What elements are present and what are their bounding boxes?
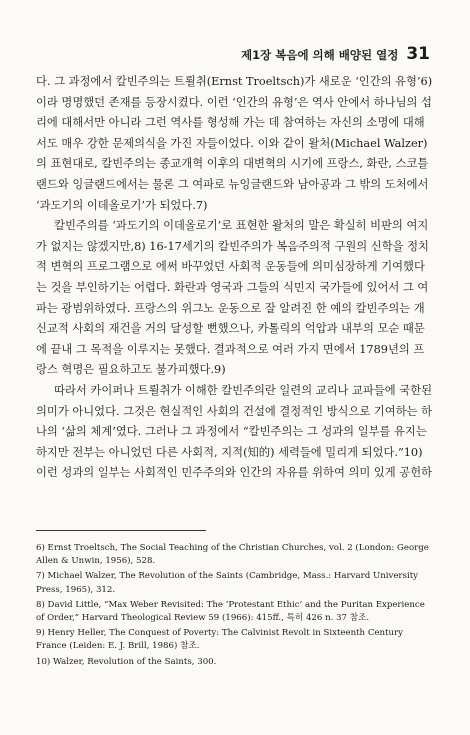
running-head <box>241 44 430 64</box>
page-number: 31 <box>406 44 430 64</box>
paragraph-continued: 다. 그 과정에서 칼빈주의는 트뢸취(Ernst Troeltsch)가 새로운 ‘인간의 유형’6)이라 명명했던 존재를 등장시켰다. 이런 ‘인간의 유형’은 역사 안에서 하나님의 섭리에 대해서만 아니라 그런 역사를 형성해 가는 데 참여하는 자신의 소명에 대해서도 매우 강한 문제의식을 가진 자들이었다. 이와 같이 왈처(Michael Walzer)의 표현대로, 칼빈주의는 종교개혁 이후의 대변혁의 시기에 프랑스, 화란, 스코틀랜드와 잉글랜드에서는 물론 그 여파로 뉴잉글랜드와 남아공과 그 밖의 도처에서 ‘과도기의 이데올로기’가 되었다.7) <box>36 75 433 212</box>
paragraph: 따라서 카이퍼나 트뢸취가 이해한 칼빈주의란 일련의 교리나 교파들에 국한된 의미가 아니었다. 그것은 현실적인 사회의 건설에 결정적인 방식으로 기여하는 하나의 ‘삶의 체계’였다. 그러나 그 과정에서 “칼빈주의는 그 성과의 일부를 유지는 하지만 전부는 아니었던 다른 사회적, 지적(知的) 세력들에 밀리게 되었다.”10) 이런 성과의 일부는 사회적인 민주주의와 인간의 자유를 위하여 의미 있게 공헌하 <box>36 383 433 480</box>
footnotes <box>36 542 434 671</box>
footnote: 7) Michael Walzer, The Revolution of the Saints (Cambridge, Mass.: Harvard University Press, 1965), 312. <box>36 571 419 595</box>
footnote-rule <box>36 530 206 531</box>
footnote: 9) Henry Heller, The Conquest of Poverty: The Calvinist Revolt in Sixteenth Century France (Leiden: E. J. Brill, 1986) 참조. <box>36 628 403 652</box>
chapter-title: 제1장 복음에 의해 배양된 열정 <box>241 48 399 62</box>
footnote: 10) Walzer, Revolution of the Saints, 300. <box>36 656 217 667</box>
footnote: 6) Ernst Troeltsch, The Social Teaching of the Christian Churches, vol. 2 (London: George Allen & Unwin, 1956), 528. <box>36 543 429 567</box>
body-text <box>36 72 434 484</box>
footnote: 8) David Little, “Max Weber Revisited: The ‘Protestant Ethic’ and the Puritan Experience of Order,” Harvard Theological Review 59 (1966): 415ff., 특히 426 n. 37 참조. <box>36 599 425 624</box>
paragraph: 칼빈주의를 ‘과도기의 이데올로기’로 표현한 왈처의 말은 확실히 비판의 여지가 없지는 않겠지만,8) 16-17세기의 칼빈주의가 복음주의적 구원의 신학을 정치적 변혁의 프로그램으로 에써 바꾸었던 사회적 운동들에 의미심장하게 기여했다는 것을 부인하기는 어렵다. 화란과 영국과 그들의 식민지 국가들에 있어서 그 여파는 광범위하였다. 프랑스의 위그노 운동으로 잘 알려진 한 예의 칼빈주의는 개신교적 사회의 재건을 거의 달성할 뻔했으나, 카톨릭의 억압과 내부의 모순 때문에 끝내 그 목적을 이루지는 못했다. 결과적으로 여러 가지 면에서 1789년의 프랑스 혁명은 필요하고도 불가피했다.9) <box>36 219 429 377</box>
